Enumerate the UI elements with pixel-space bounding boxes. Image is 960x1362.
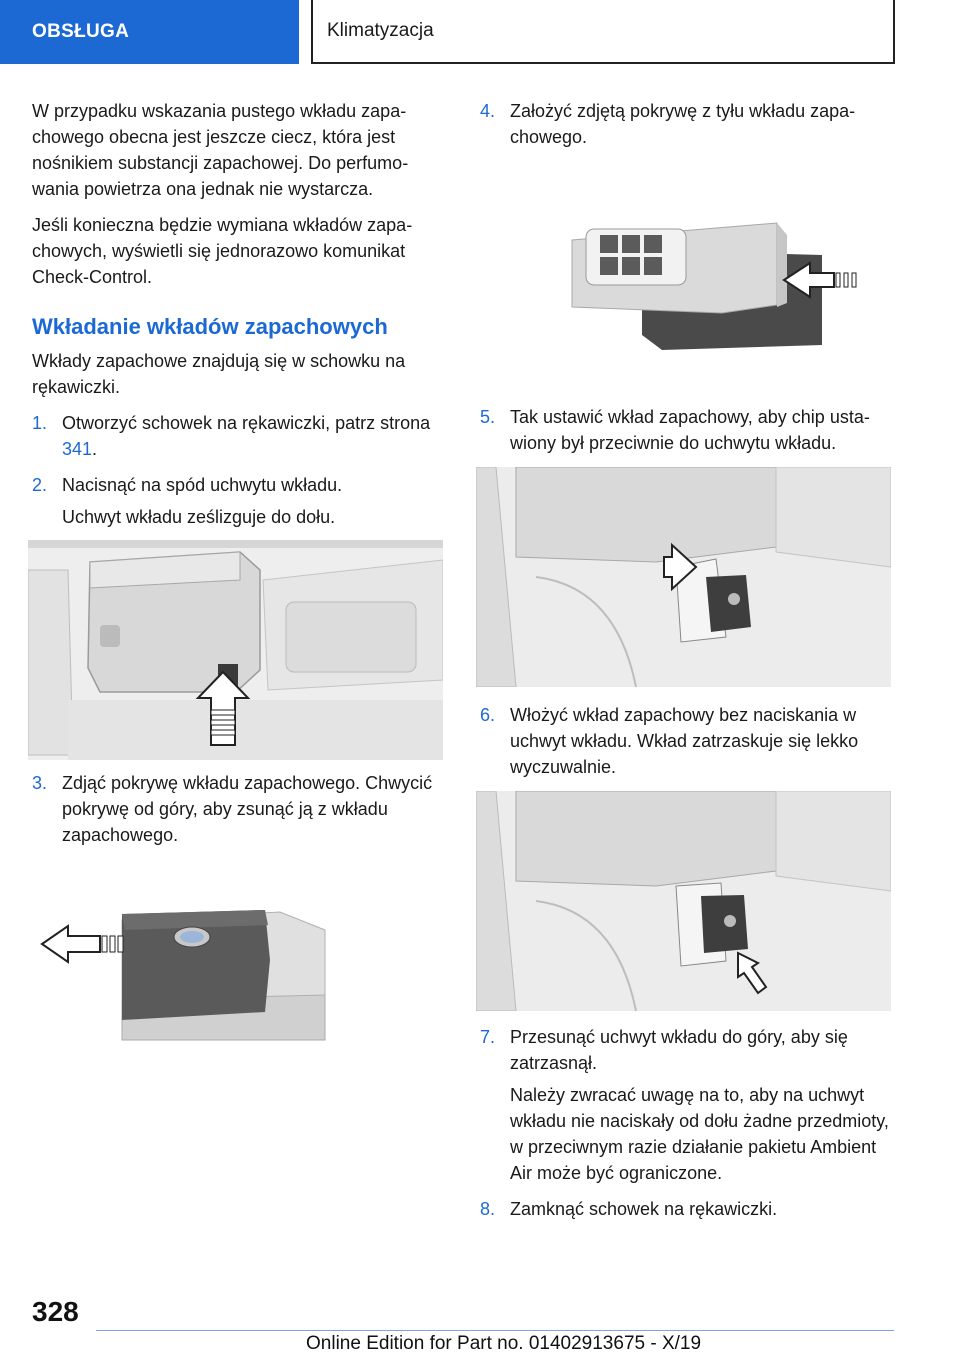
step-number: 5. (480, 407, 496, 427)
step-text: Otworzyć schowek na rękawiczki, patrz strona (62, 413, 431, 433)
step-number: 7. (480, 1027, 496, 1047)
step-text: Włożyć wkład zapachowy bez naciskania w uchwyt wkładu. Wkład zatrzaskuje się lekko wyczuwalnie. (510, 705, 859, 777)
step-4 (480, 98, 892, 150)
step-text: Zamknąć schowek na rękawiczki. (510, 1199, 778, 1219)
step-2 (32, 472, 446, 530)
step-text: Założyć zdjętą pokrywę z tyłu wkładu zapachowego. (510, 101, 856, 147)
step-1 (32, 410, 446, 462)
step-text: Nacisnąć na spód uchwytu wkładu. (62, 475, 343, 495)
step-5 (480, 404, 892, 456)
right-column-step5 (480, 404, 892, 466)
page-number: 328 (32, 1296, 79, 1327)
step-number: 4. (480, 101, 496, 121)
cartridge-cover-figure (40, 900, 350, 1050)
right-column (480, 98, 892, 160)
intro-paragraph-2: Jeśli konieczna będzie wymiana wkładów zapachowych, wyświetli się jednorazowo komunikat Check-Control. (32, 215, 413, 287)
glovebox-holder-figure (28, 540, 443, 760)
section-heading: Wkładanie wkładów zapachowych (32, 314, 388, 339)
chapter-title: Klimatyzacja (311, 0, 895, 64)
step-6 (480, 702, 892, 780)
section-tab: OBSŁUGA (0, 0, 299, 64)
step-subtext: Uchwyt wkładu ześlizguje do dołu. (62, 507, 336, 527)
step-number: 6. (480, 705, 496, 725)
step-text: Zdjąć pokrywę wkładu zapachowego. Chwycić pokrywę od góry, aby zsunąć ją z wkładu zapachowego. (62, 773, 433, 845)
step-number: 1. (32, 413, 48, 433)
step-number: 3. (32, 773, 48, 793)
page-link[interactable]: 341 (62, 439, 93, 459)
step-3 (32, 770, 446, 848)
cover-back-figure (562, 215, 872, 355)
step-text: Tak ustawić wkład zapachowy, aby chip ustawiony był przeciwnie do uchwytu wkładu. (510, 407, 870, 453)
step-7 (480, 1024, 892, 1186)
insert-cartridge-figure (476, 791, 891, 1011)
footer-divider (96, 1330, 894, 1331)
step-number: 8. (480, 1199, 496, 1219)
step-number: 2. (32, 475, 48, 495)
step-end: . (92, 439, 98, 459)
left-column (32, 98, 446, 540)
left-column-lower (32, 770, 446, 858)
step-subtext: Należy zwracać uwagę na to, aby na uchwyt wkładu nie naciskały od dołu żadne przedmioty, w przeciwnym razie działanie pakietu Ambient Air może być ograniczone. (510, 1085, 889, 1183)
right-column-step7 (480, 1024, 892, 1232)
intro-paragraph-1: W przypadku wskazania pustego wkładu zapachowego obecna jest jeszcze ciecz, która jest nośnikiem substancji zapachowej. Do perfumowania powietrza ona jednak nie wystarcza. (32, 101, 409, 199)
step-text: Przesunąć uchwyt wkładu do góry, aby się zatrzasnął. (510, 1027, 848, 1073)
heading-text: Wkłady zapachowe znajdują się w schowku na rękawiczki. (32, 351, 406, 397)
footer-edition: Online Edition for Part no. 01402913675 - X/19 (306, 1333, 702, 1354)
right-column-step6 (480, 702, 892, 790)
step-8 (480, 1196, 892, 1222)
chip-orientation-figure (476, 467, 891, 687)
